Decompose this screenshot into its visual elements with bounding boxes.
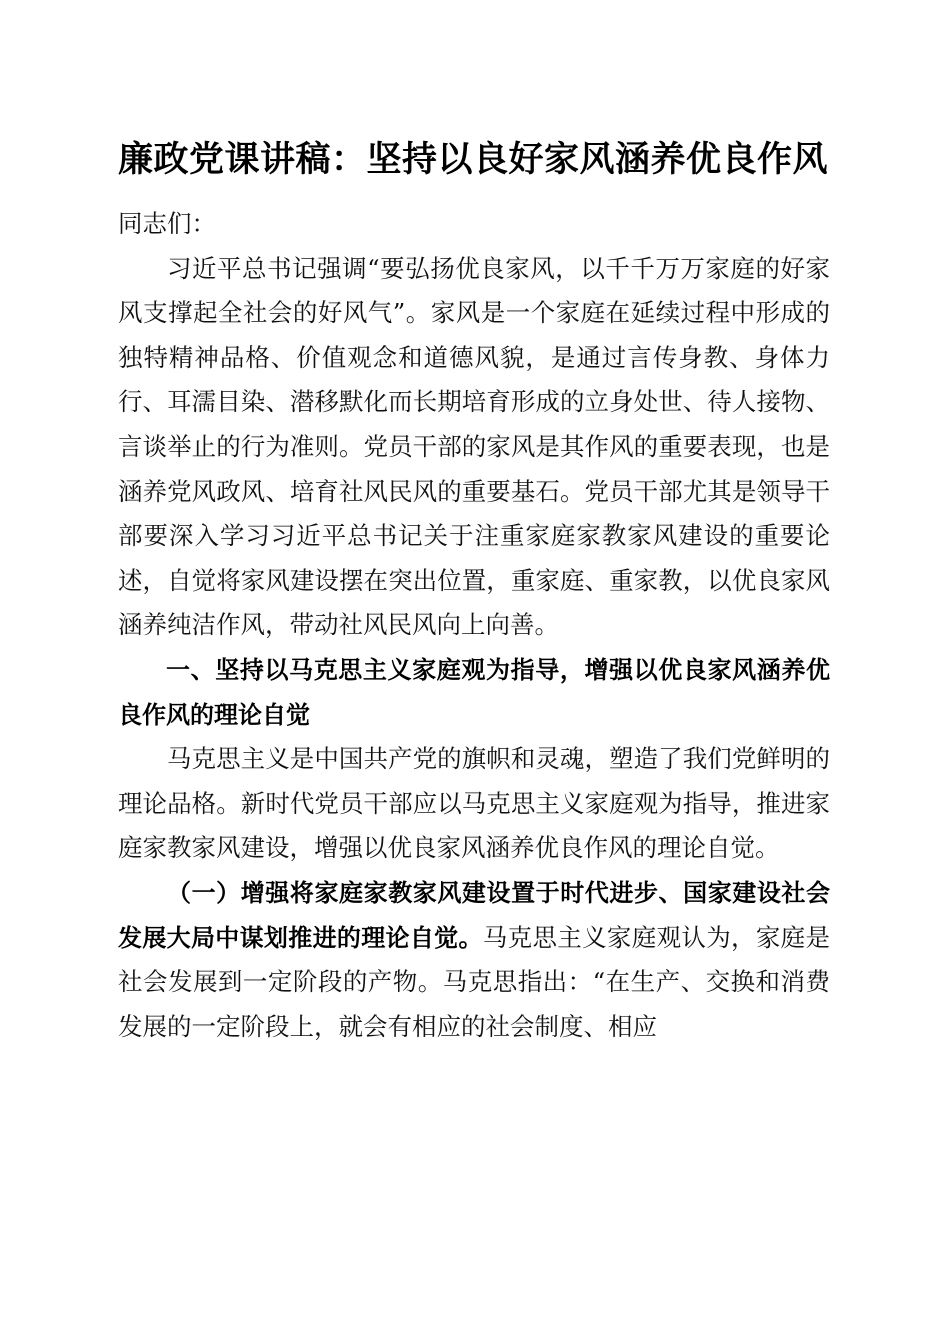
subsection-1-text: 马克思主义家庭观认为，家庭是社会发展到一定阶段的产物。马克思指出：“在生产、交换和消费发展的一定阶段上，就会有相应的社会制度、相应 (118, 922, 831, 1041)
subsection-1-lead: （一）增强将家庭家教家风建设置于时代进步、国家建设社会发展大局中谋划推进的理论自觉。 (118, 878, 830, 952)
document-body (118, 202, 830, 1049)
subsection-1-paragraph (118, 871, 830, 1049)
section-heading-1: 一、坚持以马克思主义家庭观为指导，增强以优良家风涵养优良作风的理论自觉 (118, 655, 830, 729)
salutation: 同志们： (118, 209, 216, 238)
document-title: 廉政党课讲稿：坚持以良好家风涵养优良作风 (118, 139, 829, 180)
intro-paragraph: 习近平总书记强调“要弘扬优良家风，以千千万万家庭的好家风支撑起全社会的好风气”。家风是一个家庭在延续过程中形成的独特精神品格、价值观念和道德风貌，是通过言传身教、身体力行、耳濡目染、潜移默化而长期培育形成的立身处世、待人接物、言谈举止的行为准则。党员干部的家风是其作风的重要表现，也是涵养党风政风、培育社风民风的重要基石。党员干部尤其是领导干部要深入学习习近平总书记关于注重家庭家教家风建设的重要论述，自觉将家风建设摆在突出位置，重家庭、重家教，以优良家风涵养纯洁作风，带动社风民风向上向善。 (118, 253, 830, 640)
section-1-paragraph: 马克思主义是中国共产党的旗帜和灵魂，塑造了我们党鲜明的理论品格。新时代党员干部应以马克思主义家庭观为指导，推进家庭家教家风建设，增强以优良家风涵养优良作风的理论自觉。 (118, 744, 830, 863)
